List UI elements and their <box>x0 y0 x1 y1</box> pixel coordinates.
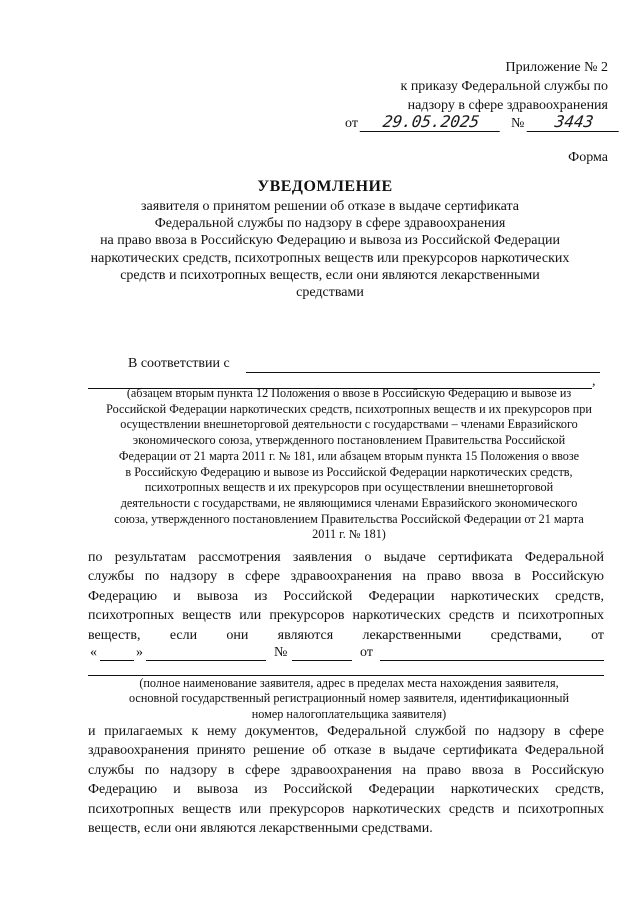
footnote-line: экономического союза, утвержденного постановлением Правительства Российской <box>132 433 566 448</box>
applicant-from-label: от <box>360 645 373 660</box>
appendix-order-line-1: к приказу Федеральной службы по <box>400 79 608 94</box>
body-line: психотропных веществ или прекурсоров наркотических средств и психотропных <box>88 608 604 624</box>
footnote-line: (полное наименование заявителя, адрес в пределах места нахождения заявителя, <box>139 676 559 690</box>
footnote-line: номер налогоплательщика заявителя) <box>251 706 447 721</box>
body-line: по результатам рассмотрения заявления о выдаче сертификата Федеральной <box>88 550 604 565</box>
body-line: Федерацию и вывоза из Российской Федерации наркотических средств, <box>88 588 604 604</box>
application-month-year-field[interactable] <box>146 660 266 661</box>
footnote-line: Федерации от 21 марта 2011 г. № 181, или абзацем вторым пункта 15 Положения о ввозе <box>118 448 580 463</box>
footnote-line: 2011 г. № 181) <box>312 527 386 542</box>
open-quote: « <box>90 645 97 660</box>
body-line: веществ, если они являются лекарственными средствами. <box>88 821 433 837</box>
subtitle-line: заявителя о принятом решении об отказе в выдаче сертификата <box>141 199 519 214</box>
application-number-label: № <box>274 645 288 660</box>
body-line: службы по надзору в сфере здравоохранения на право ввоза в Российскую <box>88 569 604 585</box>
body-line: службы по надзору в сфере здравоохранения на право ввоза в Российскую <box>88 762 604 778</box>
footnote-line: осуществлении внешнеторговой деятельности с государствами – членами Евразийского <box>120 417 578 432</box>
document-subtitle <box>80 198 580 301</box>
order-date-handwritten: 29.05.2025 <box>360 113 503 132</box>
appendix-title: Приложение № 2 <box>505 60 608 75</box>
accordance-label: В соответствии с <box>128 356 230 371</box>
application-number-field[interactable] <box>292 660 352 661</box>
body-line: психотропных веществ или прекурсоров наркотических средств и психотропных <box>88 801 604 817</box>
accordance-comma: , <box>592 374 596 389</box>
body-line: веществ, если они являются лекарственными средствами, от <box>88 627 604 643</box>
footnote-line: Российской Федерации наркотических средств, психотропных веществ и их прекурсоров при <box>106 401 592 416</box>
close-quote: » <box>136 645 143 660</box>
order-date-number-row <box>345 113 620 132</box>
appendix-order-line-2: надзору в сфере здравоохранения <box>407 98 608 113</box>
body-line: Федерацию и вывоза из Российской Федерации наркотических средств, <box>88 782 604 798</box>
footnote-line: деятельности с государствами, не являющимися членами Евразийского экономического <box>120 495 578 510</box>
form-label: Форма <box>568 150 608 165</box>
footnote-line: союза, утвержденного постановлением Правительства Российской Федерации от 21 марта <box>114 511 584 526</box>
order-number-label: № <box>510 116 525 131</box>
application-day-field[interactable] <box>100 660 134 661</box>
footnote-line: основной государственный регистрационный номер заявителя, идентификационный <box>129 691 569 706</box>
body-paragraph-2 <box>88 722 604 838</box>
subtitle-line: средствами <box>296 285 364 301</box>
application-date-row <box>88 645 604 665</box>
appendix-header <box>308 58 608 115</box>
subtitle-line: наркотических средств, психотропных веществ или прекурсоров наркотических <box>90 250 570 266</box>
subtitle-line: средств и психотропных веществ, если они являются лекарственными <box>120 267 540 283</box>
body-paragraph-1 <box>88 548 604 645</box>
accordance-footnote <box>86 386 612 543</box>
applicant-footnote <box>86 676 612 722</box>
accordance-fill-line-1[interactable] <box>246 372 600 373</box>
subtitle-line: Федеральной службы по надзору в сфере здравоохранения <box>154 216 506 232</box>
body-line: и прилагаемых к нему документов, Федеральной службой по надзору в сфере <box>88 724 604 739</box>
footnote-line: в Российскую Федерацию и вывозе из Российской Федерации наркотических средств, <box>125 464 573 479</box>
body-line: здравоохранения принято решение об отказе в выдаче сертификата Федеральной <box>88 743 604 759</box>
subtitle-line: на право ввоза в Российскую Федерацию и вывоза из Российской Федерации <box>100 233 560 249</box>
footnote-line: (абзацем вторым пункта 12 Положения о ввозе в Российскую Федерацию и вывозе из <box>126 386 572 400</box>
order-number-handwritten: 3443 <box>526 113 621 132</box>
footnote-line: психотропных веществ и их прекурсоров при осуществлении внешнеторговой <box>144 480 554 495</box>
order-from-label: от <box>345 116 358 131</box>
applicant-name-field-1[interactable] <box>380 660 604 661</box>
document-title: УВЕДОМЛЕНИЕ <box>257 178 393 195</box>
